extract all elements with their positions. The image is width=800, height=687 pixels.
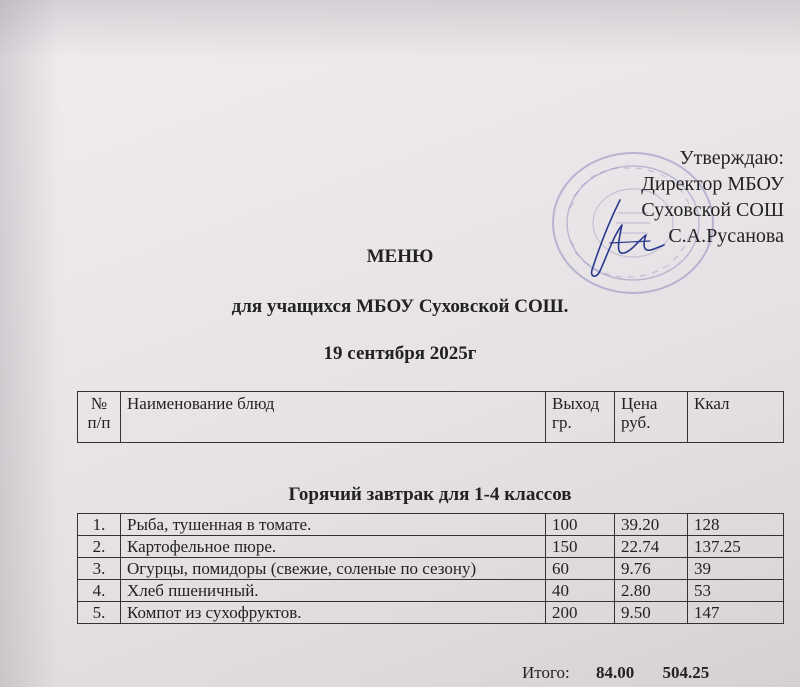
header-name: Наименование блюд <box>121 392 546 443</box>
item-output: 60 <box>546 558 615 580</box>
item-kcal: 128 <box>688 514 784 536</box>
header-price: Цена руб. <box>615 392 688 443</box>
item-output: 200 <box>546 602 615 624</box>
paper-shadow-top <box>0 0 800 60</box>
item-name: Огурцы, помидоры (свежие, соленые по сезону) <box>121 558 546 580</box>
item-kcal: 137.25 <box>688 536 784 558</box>
item-name: Картофельное пюре. <box>121 536 546 558</box>
approval-line-name: С.А.Русанова <box>668 225 784 247</box>
total-row <box>522 663 709 683</box>
header-output: Выход гр. <box>546 392 615 443</box>
item-name: Рыба, тушенная в томате. <box>121 514 546 536</box>
approval-line-school: Суховской СОШ <box>641 199 784 221</box>
item-num: 1. <box>78 514 121 536</box>
table-row <box>78 536 784 558</box>
total-label: Итого: <box>522 663 570 682</box>
table-row <box>78 602 784 624</box>
item-price: 9.50 <box>615 602 688 624</box>
menu-date: 19 сентября 2025г <box>323 343 477 364</box>
item-output: 40 <box>546 580 615 602</box>
item-num: 2. <box>78 536 121 558</box>
table-row <box>78 514 784 536</box>
item-price: 39.20 <box>615 514 688 536</box>
header-num: № п/п <box>78 392 121 443</box>
item-num: 5. <box>78 602 121 624</box>
approval-line-approve: Утверждаю: <box>679 147 784 169</box>
table-row <box>78 558 784 580</box>
approval-block <box>641 145 784 249</box>
header-kcal: Ккал <box>688 392 784 443</box>
item-name: Компот из сухофруктов. <box>121 602 546 624</box>
total-price: 84.00 <box>596 663 635 682</box>
item-num: 3. <box>78 558 121 580</box>
page-subtitle: для учащихся МБОУ Суховской СОШ. <box>231 296 569 317</box>
menu-items-table <box>77 513 784 624</box>
item-num: 4. <box>78 580 121 602</box>
table-row <box>78 580 784 602</box>
menu-header-table <box>77 391 784 443</box>
item-output: 100 <box>546 514 615 536</box>
item-name: Хлеб пшеничный. <box>121 580 546 602</box>
item-kcal: 53 <box>688 580 784 602</box>
page-title: МЕНЮ <box>366 246 434 267</box>
item-price: 9.76 <box>615 558 688 580</box>
item-price: 22.74 <box>615 536 688 558</box>
item-kcal: 39 <box>688 558 784 580</box>
total-kcal: 504.25 <box>662 663 710 682</box>
item-kcal: 147 <box>688 602 784 624</box>
item-output: 150 <box>546 536 615 558</box>
header-row <box>78 392 784 443</box>
approval-line-position: Директор МБОУ <box>641 173 784 195</box>
section-title: Горячий завтрак для 1-4 классов <box>288 484 572 505</box>
item-price: 2.80 <box>615 580 688 602</box>
